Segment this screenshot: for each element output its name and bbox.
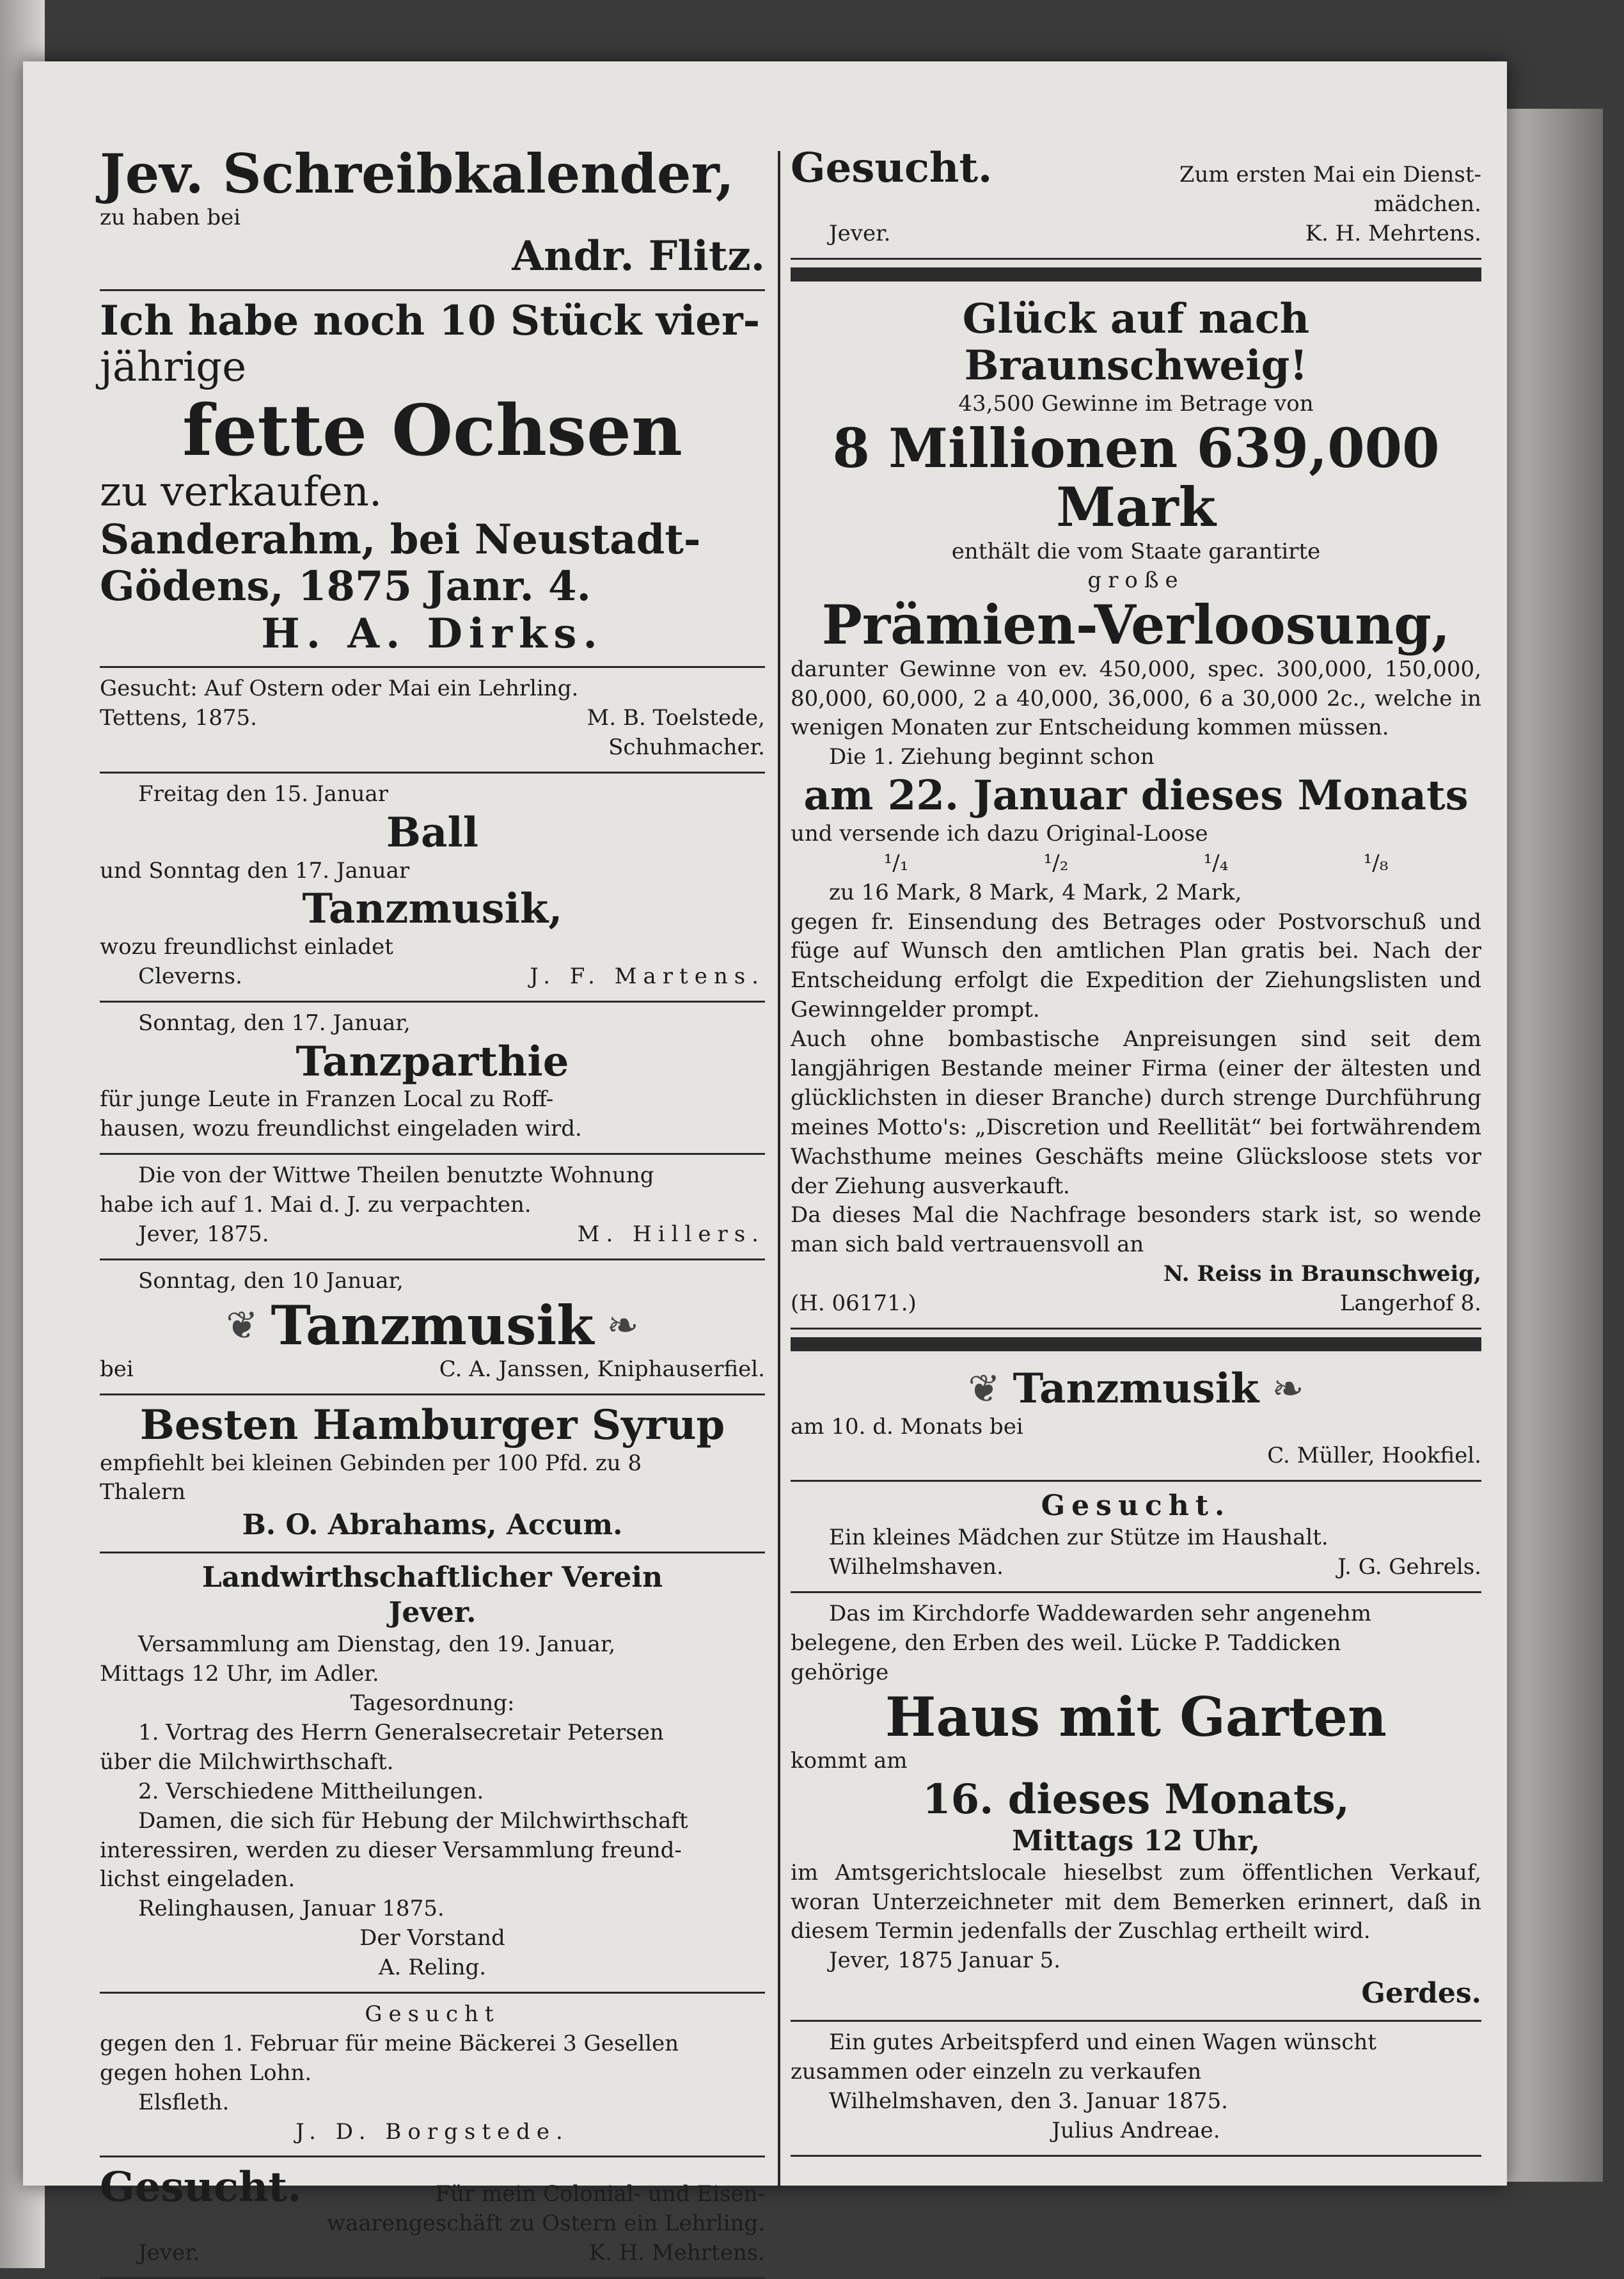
ad-headline: Gesucht. — [791, 144, 993, 192]
ad-headline: am 22. Januar dieses Monats — [803, 772, 1469, 820]
ad-text: belegene, den Erben des weil. Lücke P. Taddicken — [791, 1630, 1341, 1656]
ad-text: gehörige — [791, 1659, 889, 1685]
ad-text: Sanderahm, bei Neustadt- — [100, 515, 701, 564]
ad-text: Zum ersten Mai ein Dienst- — [1179, 162, 1481, 187]
ad-text: Für mein Colonial- und Eisen- — [435, 2181, 765, 2207]
ad-signature: A. Reling. — [378, 1955, 487, 1981]
ad-text: Tagesordnung: — [350, 1690, 515, 1717]
ad-text: Freitag den 15. Januar — [138, 781, 389, 807]
ad-text: Gödens, 1875 Janr. 4. — [100, 562, 591, 611]
ad-text: zu haben bei — [100, 205, 241, 231]
ad-signature: N. Reiss in Braunschweig, — [1163, 1261, 1481, 1287]
fraction: ¹/₈ — [1363, 850, 1389, 876]
ad-text: im Amtsgerichtslocale hieselbst zum öffentlichen Verkauf, woran Unterzeichneter mit dem Bemerken erinnert, daß in diesem Termin jedenfalls der Zuschlag ertheilt wird. — [791, 1859, 1481, 1944]
ad-signature: J. G. Gehrels. — [1337, 1554, 1481, 1580]
ad-text: wozu freundlichst einladet — [100, 934, 393, 960]
ad-headline: fette Ochsen — [182, 389, 682, 472]
ad-ball — [100, 774, 765, 1003]
ad-signature: B. O. Abrahams, Accum. — [242, 1509, 623, 1542]
ad-text: zu 16 Mark, 8 Mark, 4 Mark, 2 Mark, — [829, 879, 1242, 905]
ad-signature: C. Müller, Hookfiel. — [1267, 1443, 1481, 1469]
ornament-right-icon: ❧ — [1272, 1366, 1304, 1411]
ad-place: Jever. — [829, 220, 891, 246]
ad-text: zu verkaufen. — [100, 468, 382, 516]
ad-text: bei — [100, 1356, 134, 1383]
ad-signature: Der Vorstand — [359, 1925, 505, 1951]
ad-tanzparthie — [100, 1003, 765, 1155]
ad-text: Auch ohne bombastische Anpreisungen sind seit dem langjährigen Bestande meiner Firma (einer der ältesten und glücklichsten in dieser Branche) durch strenge Durchführung meines Motto's: „Discretion und Reellität“ bei fortwährendem Wachsthume meines Geschäfts meine Glücksloose stets vor der Ziehung ausverkauft. — [791, 1026, 1481, 1199]
ad-text: gegen fr. Einsendung des Betrages oder Postvorschuß und füge auf Wunsch den amtlichen Plan gratis bei. Nach der Entscheidung erfolgt die Expedition der Ziehungslisten und Gewinngelder prompt. — [791, 909, 1481, 1023]
right-column — [791, 138, 1481, 2157]
ad-text: Mittags 12 Uhr, im Adler. — [100, 1661, 379, 1687]
thick-rule — [791, 267, 1481, 282]
ad-text: hausen, wozu freundlichst eingeladen wird. — [100, 1116, 582, 1142]
ad-signature: K. H. Mehrtens. — [1305, 220, 1481, 246]
ad-place: Wilhelmshaven. — [829, 1554, 1004, 1580]
ad-text: enthält die vom Staate garantirte — [951, 538, 1321, 564]
ad-text: Sonntag, den 10 Januar, — [138, 1267, 404, 1294]
ad-text: und Sonntag den 17. Januar — [100, 857, 410, 884]
ad-text: habe ich auf 1. Mai d. J. zu verpachten. — [100, 1192, 532, 1218]
ad-headline: Haus mit Garten — [885, 1685, 1387, 1749]
ad-text: zusammen oder einzeln zu verkaufen — [791, 2059, 1202, 2085]
ad-syrup — [100, 1395, 765, 1553]
fraction: ¹/₁ — [883, 850, 909, 876]
ad-headline: Gesucht. — [1041, 1489, 1231, 1523]
fraction: ¹/₂ — [1043, 850, 1069, 876]
ad-arbeitspferd — [791, 2022, 1481, 2157]
ad-tanzmusik-mueller — [791, 1359, 1481, 1482]
ad-maedchen — [791, 1482, 1481, 1593]
ad-signature: Andr. Flitz. — [512, 232, 765, 281]
lot-fractions — [791, 849, 1481, 878]
ad-text: mädchen. — [1373, 191, 1481, 217]
ad-lotterie — [791, 289, 1481, 1330]
ad-dienstmaedchen — [791, 138, 1481, 260]
ad-text: Wilhelmshaven, den 3. Januar 1875. — [829, 2088, 1228, 2115]
ad-wohnung — [100, 1155, 765, 1260]
ad-signature: M. B. Toelstede, — [587, 705, 765, 731]
ornament-right-icon: ❧ — [606, 1303, 639, 1348]
book-edge — [1507, 109, 1603, 2182]
ad-headline: Landwirthschaftlicher Verein — [201, 1561, 663, 1594]
ad-place: Jever, 1875. — [138, 1221, 269, 1247]
ad-text: am 10. d. Monats bei — [791, 1413, 1023, 1440]
fraction: ¹/₄ — [1203, 850, 1229, 876]
ad-headline: Jever. — [388, 1596, 477, 1630]
left-column — [100, 138, 765, 2279]
ad-headline: 8 Millionen 639,000 Mark — [832, 416, 1440, 539]
ornament-left-icon: ❦ — [226, 1303, 258, 1348]
ad-headline: Gesucht. — [100, 2163, 302, 2212]
ad-text: lichst eingeladen. — [100, 1866, 296, 1893]
ad-text: Ein kleines Mädchen zur Stütze im Haushalt. — [829, 1525, 1328, 1551]
ad-signature: J. D. Borgstede. — [296, 2118, 569, 2145]
ad-text: Relinghausen, Januar 1875. — [138, 1896, 445, 1922]
ad-gesellen — [100, 1994, 765, 2157]
ad-text: Ich habe noch 10 Stück vier- — [100, 296, 761, 345]
ad-place: Jever. — [138, 2240, 200, 2266]
ad-headline: 16. dieses Monats, — [922, 1775, 1350, 1824]
ad-signature: M. Hillers. — [577, 1221, 765, 1247]
ad-text: 43,500 Gewinne im Betrage von — [958, 390, 1314, 417]
ad-headline: Tanzmusik — [1013, 1365, 1259, 1413]
ad-signature: H. A. Dirks. — [261, 609, 604, 658]
ad-headline: Besten Hamburger Syrup — [139, 1401, 725, 1449]
ad-place: Elsfleth. — [138, 2089, 230, 2115]
ad-landwirth-verein — [100, 1553, 765, 1994]
ad-text: Thalern — [100, 1479, 185, 1505]
ad-text: Damen, die sich für Hebung der Milchwirthschaft — [138, 1807, 688, 1834]
ad-text: und versende ich dazu Original-Loose — [791, 820, 1208, 846]
ad-text: Die 1. Ziehung beginnt schon — [829, 744, 1155, 770]
newspaper-page — [23, 61, 1507, 2266]
ad-signature: Gerdes. — [1361, 1977, 1481, 2010]
ad-text: kommt am — [791, 1748, 908, 1774]
ad-colonial — [100, 2157, 765, 2279]
ad-headline: Jev. Schreibkalender, — [100, 142, 734, 205]
ad-text: Die von der Wittwe Theilen benutzte Wohnung — [138, 1163, 654, 1189]
ad-text: jährige — [100, 344, 247, 392]
ad-text: Da dieses Mal die Nachfrage besonders stark ist, so wende man sich bald vertrauensvoll an — [791, 1202, 1481, 1258]
ad-text: Sonntag, den 17. Januar, — [138, 1010, 411, 1036]
ad-text: darunter Gewinne von ev. 450,000, spec. 300,000, 150,000, 80,000, 60,000, 2 a 40,000, 36,000, 6 a 30,000 2c., welche in wenigen Monaten zur Entscheidung kommen müssen. — [791, 656, 1481, 741]
column-divider — [778, 151, 780, 2186]
thick-rule — [791, 1337, 1481, 1351]
ad-headline: Glück auf nach Braunschweig! — [962, 294, 1310, 390]
ad-haus-mit-garten — [791, 1593, 1481, 2022]
ad-text: große — [1087, 568, 1185, 594]
ad-text: empfiehlt bei kleinen Gebinden per 100 Pfd. zu 8 — [100, 1450, 642, 1476]
ornament-left-icon: ❦ — [968, 1366, 1000, 1411]
ad-lehrling — [100, 668, 765, 774]
ad-place: Cleverns. — [138, 963, 242, 989]
ad-text: interessiren, werden zu dieser Versammlung freund- — [100, 1837, 682, 1863]
ad-text: Ein gutes Arbeitspferd und einen Wagen wünscht — [829, 2029, 1376, 2056]
ad-tanzmusik-janssen — [100, 1260, 765, 1395]
ad-text: für junge Leute in Franzen Local zu Roff- — [100, 1086, 554, 1113]
ad-text: Schuhmacher. — [608, 735, 765, 761]
ad-text: Jever, 1875 Januar 5. — [829, 1948, 1061, 1974]
ad-text: über die Milchwirthschaft. — [100, 1749, 394, 1775]
ad-signature: K. H. Mehrtens. — [588, 2240, 765, 2266]
ad-fette-ochsen — [100, 291, 765, 669]
ad-headline: Gesucht — [365, 2001, 500, 2028]
ad-text: gegen den 1. Februar für meine Bäckerei 3 Gesellen — [100, 2030, 679, 2056]
ad-headline: Mittags 12 Uhr, — [1012, 1824, 1260, 1857]
ad-text: waarengeschäft zu Ostern ein Lehrling. — [327, 2211, 765, 2237]
ad-text: gegen hohen Lohn. — [100, 2060, 312, 2086]
ad-text: 2. Verschiedene Mittheilungen. — [138, 1778, 484, 1804]
ad-address: Langerhof 8. — [1339, 1290, 1481, 1317]
ad-signature: C. A. Janssen, Kniphauserfiel. — [439, 1356, 765, 1383]
ad-text: 1. Vortrag des Herrn Generalsecretair Petersen — [138, 1720, 664, 1746]
ad-headline: Ball — [386, 809, 479, 857]
ad-signature: Julius Andreae. — [1052, 2117, 1220, 2143]
ad-text: Das im Kirchdorfe Waddewarden sehr angenehm — [829, 1601, 1372, 1627]
ad-place: Tettens, 1875. — [100, 705, 257, 731]
ad-headline: Tanzparthie — [296, 1037, 569, 1086]
ad-headline: Prämien-Verloosung, — [821, 593, 1451, 657]
ad-code: (H. 06171.) — [791, 1290, 917, 1317]
ad-text: Versammlung am Dienstag, den 19. Januar, — [138, 1632, 616, 1658]
ad-schreibkalender — [100, 138, 765, 291]
ad-signature: J. F. Martens. — [530, 963, 765, 989]
ad-headline: Tanzmusik — [271, 1293, 594, 1357]
ad-text: Gesucht: Auf Ostern oder Mai ein Lehrling. — [100, 676, 579, 702]
ad-headline: Tanzmusik, — [302, 885, 563, 933]
